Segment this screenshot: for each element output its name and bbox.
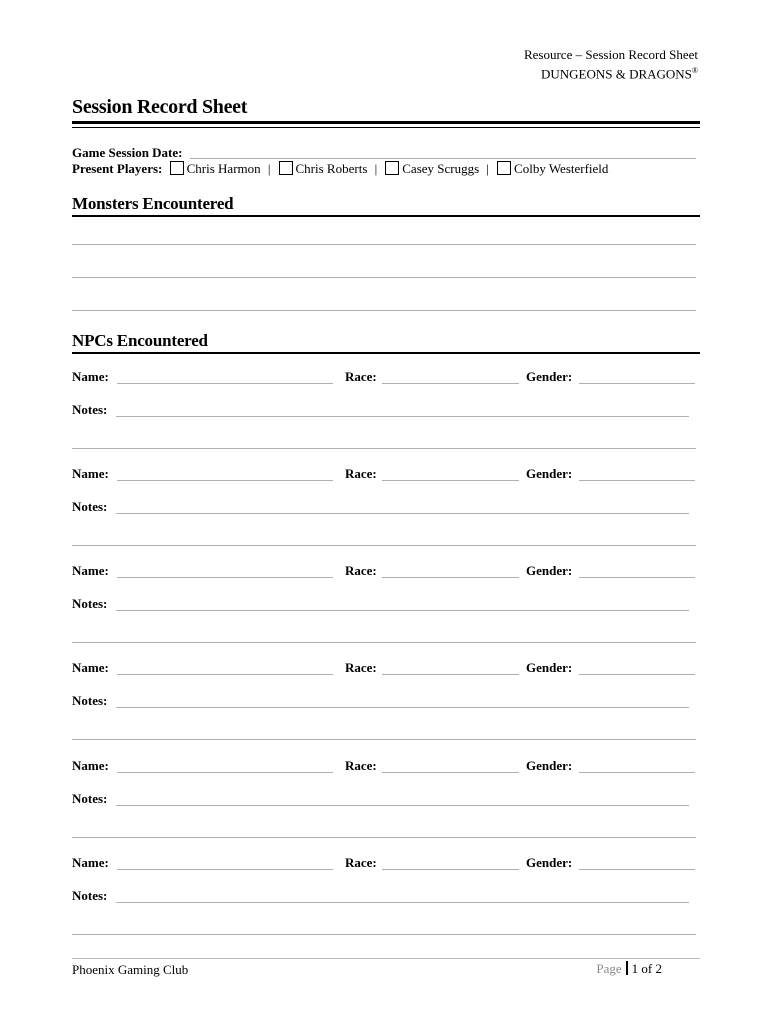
npc-gender-label: Gender: xyxy=(526,758,573,773)
npc-gender-field[interactable] xyxy=(579,480,695,481)
present-players-row xyxy=(72,161,608,177)
page-word: Page xyxy=(596,961,622,976)
npc-name-field[interactable] xyxy=(117,480,333,481)
npc-race-label: Race: xyxy=(345,855,377,870)
title-rule-thin xyxy=(72,127,700,128)
npc-name-field[interactable] xyxy=(117,674,333,675)
monsters-line[interactable] xyxy=(72,244,696,245)
npc-race-field[interactable] xyxy=(382,480,519,481)
player-checkbox-chris-roberts[interactable] xyxy=(279,161,293,175)
npc-notes-line[interactable] xyxy=(72,739,696,740)
npcs-rule xyxy=(72,352,700,354)
monsters-line[interactable] xyxy=(72,310,696,311)
footer-rule xyxy=(72,958,700,959)
npc-race-field[interactable] xyxy=(382,577,519,578)
npc-gender-label: Gender: xyxy=(526,660,573,675)
npc-gender-field[interactable] xyxy=(579,577,695,578)
monsters-heading: Monsters Encountered xyxy=(72,194,234,213)
npc-race-label: Race: xyxy=(345,563,377,578)
present-players-label: Present Players: xyxy=(72,161,163,176)
npcs-heading: NPCs Encountered xyxy=(72,331,208,350)
npc-gender-field[interactable] xyxy=(579,869,695,870)
session-date-label: Game Session Date: xyxy=(72,145,183,160)
npc-notes-field[interactable] xyxy=(116,707,689,708)
player-checkbox-casey-scruggs[interactable] xyxy=(385,161,399,175)
npc-notes-line[interactable] xyxy=(72,934,696,935)
npc-gender-field[interactable] xyxy=(579,674,695,675)
npc-race-label: Race: xyxy=(345,758,377,773)
npc-name-label: Name: xyxy=(72,758,109,773)
npc-gender-field[interactable] xyxy=(579,383,695,384)
npc-race-field[interactable] xyxy=(382,869,519,870)
npc-gender-field[interactable] xyxy=(579,772,695,773)
separator: | xyxy=(374,161,378,176)
title-rule xyxy=(72,121,700,124)
npc-race-field[interactable] xyxy=(382,383,519,384)
footer-club: Phoenix Gaming Club xyxy=(72,962,189,977)
npc-race-label: Race: xyxy=(345,466,377,481)
npc-notes-label: Notes: xyxy=(72,596,108,611)
monsters-rule xyxy=(72,215,700,217)
player-name: Chris Harmon xyxy=(186,161,261,176)
npc-notes-field[interactable] xyxy=(116,902,689,903)
separator: | xyxy=(486,161,490,176)
page-of: 1 of 2 xyxy=(631,961,662,976)
registered-mark: ® xyxy=(691,66,698,75)
resource-line: Resource – Session Record Sheet xyxy=(523,47,698,62)
page-divider xyxy=(626,961,628,975)
npc-notes-line[interactable] xyxy=(72,837,696,838)
npc-name-field[interactable] xyxy=(117,577,333,578)
npc-gender-label: Gender: xyxy=(526,369,573,384)
monsters-line[interactable] xyxy=(72,277,696,278)
npc-notes-field[interactable] xyxy=(116,416,689,417)
npc-notes-line[interactable] xyxy=(72,545,696,546)
page-number xyxy=(596,961,662,977)
player-checkbox-colby-westerfield[interactable] xyxy=(497,161,511,175)
npc-notes-label: Notes: xyxy=(72,791,108,806)
page-title: Session Record Sheet xyxy=(72,96,248,118)
brand-line xyxy=(541,63,698,82)
npc-race-label: Race: xyxy=(345,660,377,675)
npc-gender-label: Gender: xyxy=(526,466,573,481)
npc-race-label: Race: xyxy=(345,369,377,384)
npc-name-label: Name: xyxy=(72,855,109,870)
npc-name-field[interactable] xyxy=(117,772,333,773)
npc-name-field[interactable] xyxy=(117,383,333,384)
npc-notes-label: Notes: xyxy=(72,693,108,708)
npc-name-label: Name: xyxy=(72,369,109,384)
npc-notes-label: Notes: xyxy=(72,499,108,514)
npc-name-label: Name: xyxy=(72,466,109,481)
npc-notes-field[interactable] xyxy=(116,513,689,514)
npc-gender-label: Gender: xyxy=(526,563,573,578)
npc-notes-line[interactable] xyxy=(72,448,696,449)
separator: | xyxy=(267,161,271,176)
npc-race-field[interactable] xyxy=(382,772,519,773)
npc-notes-label: Notes: xyxy=(72,402,108,417)
session-date-field[interactable] xyxy=(190,158,696,159)
npc-race-field[interactable] xyxy=(382,674,519,675)
npc-notes-line[interactable] xyxy=(72,642,696,643)
npc-notes-label: Notes: xyxy=(72,888,108,903)
npc-gender-label: Gender: xyxy=(526,855,573,870)
npc-name-field[interactable] xyxy=(117,869,333,870)
npc-notes-field[interactable] xyxy=(116,805,689,806)
player-name: Colby Westerfield xyxy=(514,161,609,176)
npc-name-label: Name: xyxy=(72,563,109,578)
player-name: Casey Scruggs xyxy=(402,161,480,176)
npc-name-label: Name: xyxy=(72,660,109,675)
npc-notes-field[interactable] xyxy=(116,610,689,611)
player-name: Chris Roberts xyxy=(295,161,368,176)
player-checkbox-chris-harmon[interactable] xyxy=(170,161,184,175)
brand-name: DUNGEONS & DRAGONS xyxy=(540,66,692,82)
